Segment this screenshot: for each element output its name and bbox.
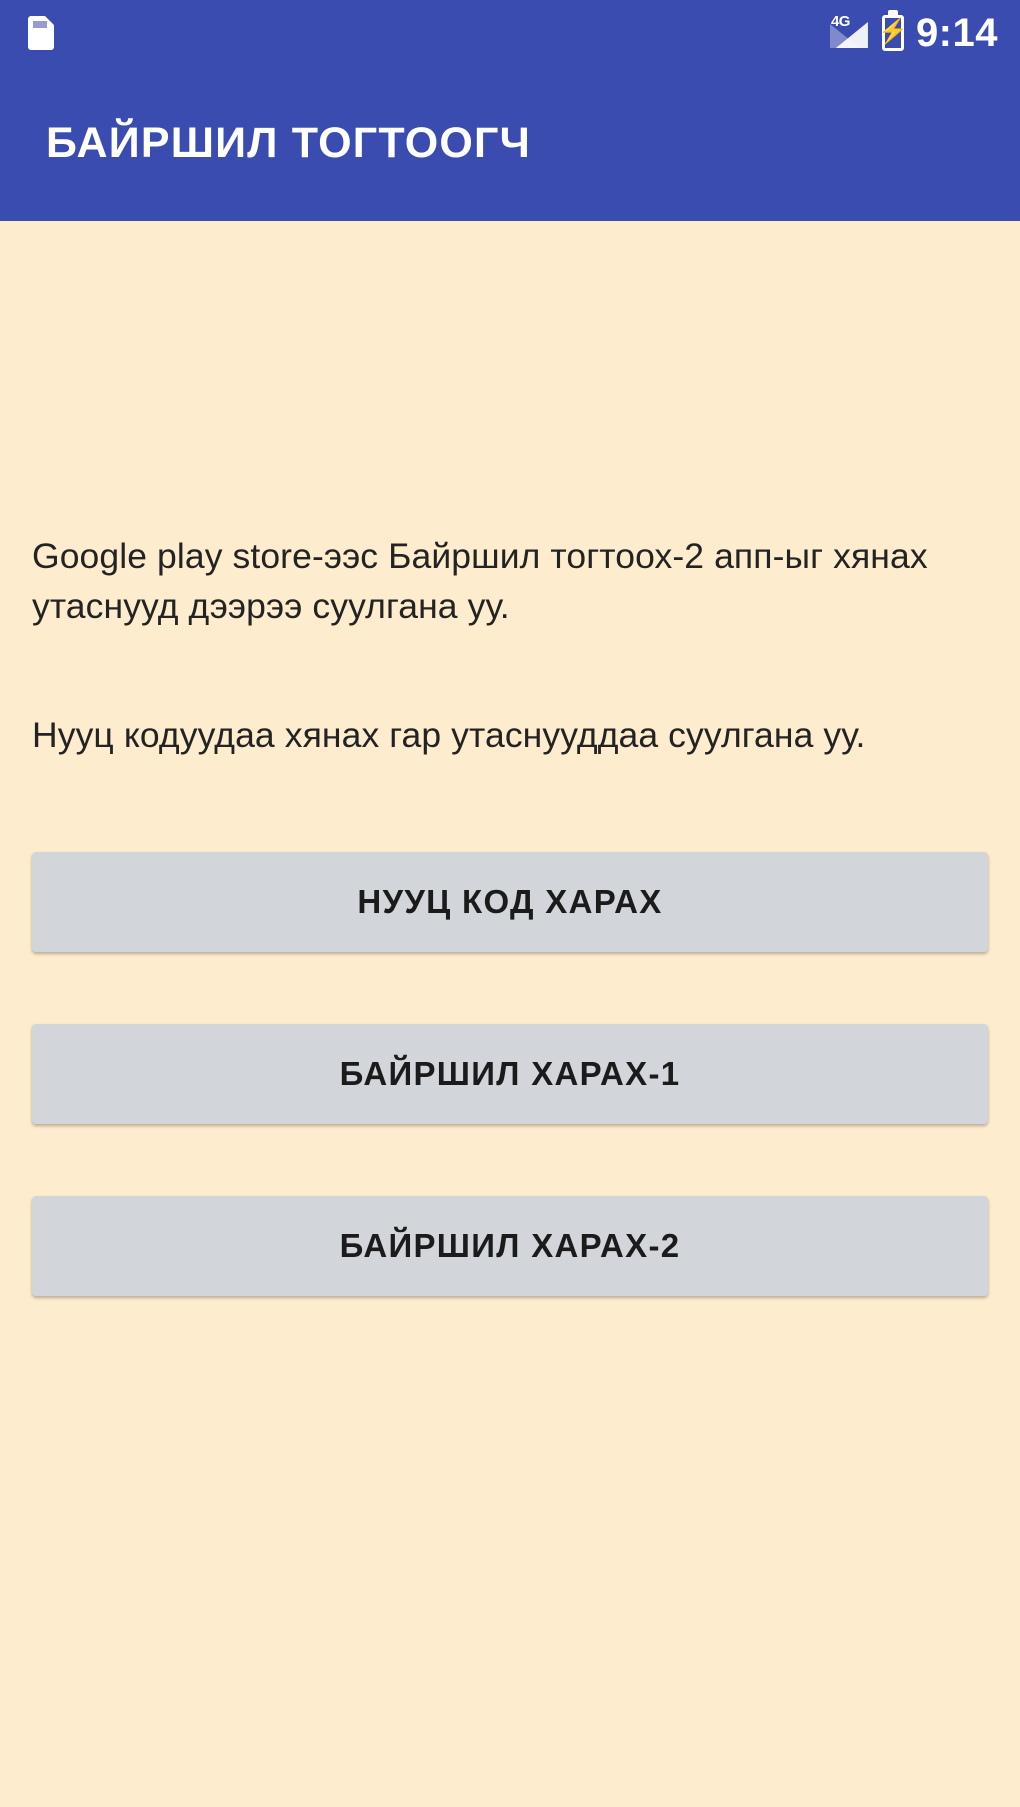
network-type-label: 4G	[830, 13, 850, 30]
signal-bars-icon	[830, 13, 870, 50]
sd-card-icon	[28, 16, 54, 50]
action-button-group	[32, 852, 988, 1296]
status-bar	[0, 0, 1020, 66]
instruction-paragraph-2: Нууц кодуудаа хянах гар утаснууддаа суулгана уу.	[32, 714, 866, 755]
app-bar	[0, 66, 1020, 221]
view-location-1-button[interactable]: БАЙРШИЛ ХАРАХ-1	[32, 1024, 988, 1124]
page-title: БАЙРШИЛ ТОГТООГЧ	[46, 119, 532, 167]
battery-charging-icon	[878, 15, 908, 51]
bolt-icon: ⚡	[878, 18, 908, 45]
status-bar-right	[830, 13, 998, 53]
main-content	[0, 221, 1020, 1807]
view-location-2-button[interactable]: БАЙРШИЛ ХАРАХ-2	[32, 1196, 988, 1296]
status-bar-left	[28, 16, 54, 50]
instruction-paragraph-1: Google play store-ээс Байршил тогтоох-2 апп-ыг хянах утаснууд дээрээ суулгана уу.	[32, 536, 928, 627]
view-password-button[interactable]: НУУЦ КОД ХАРАХ	[32, 852, 988, 952]
status-bar-clock: 9:14	[915, 11, 998, 55]
instructions-block	[32, 221, 988, 760]
